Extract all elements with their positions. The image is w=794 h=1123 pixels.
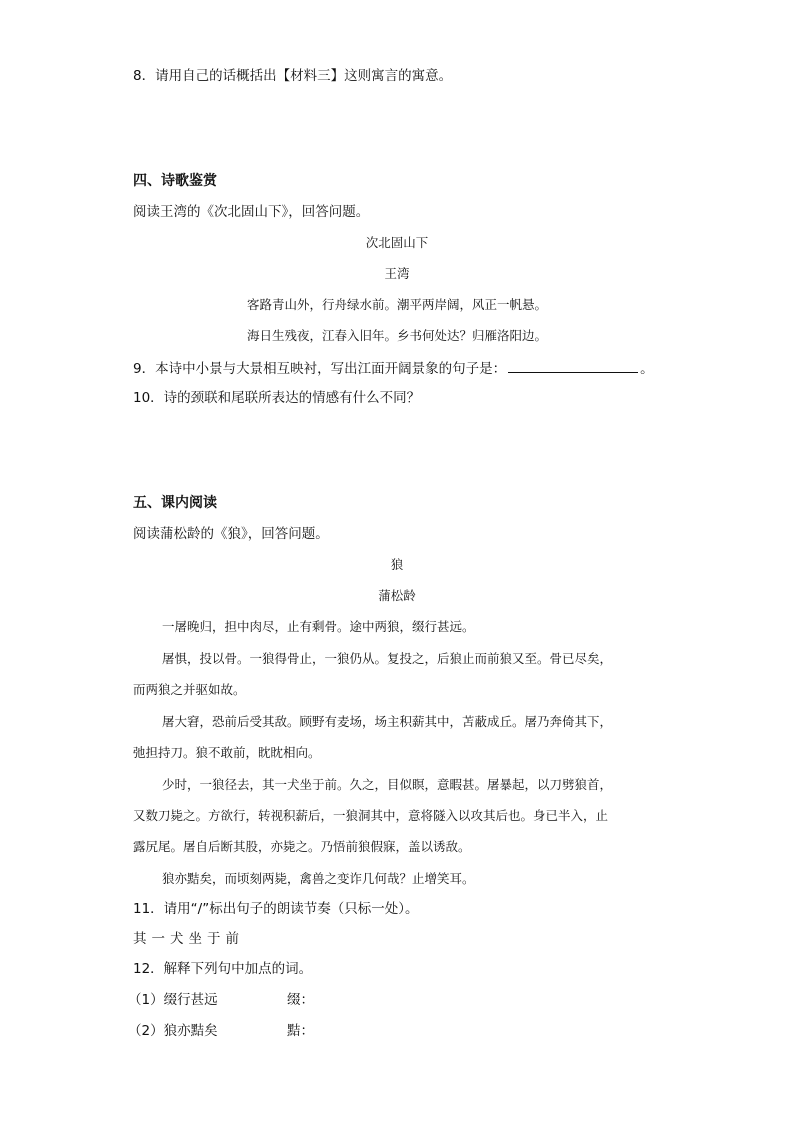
paragraph-2-line-2: 而两狼之并驱如故。 <box>133 682 246 697</box>
q12-item-2-label: 黠： <box>287 1023 314 1039</box>
text-author: 蒲松龄 <box>378 588 416 603</box>
question-12: 12．解释下列句中加点的词。 <box>133 961 313 977</box>
q12-item-1-label: 缀： <box>287 992 314 1008</box>
q12-item-2: （2）狼亦黠矣 <box>128 1023 218 1039</box>
paragraph-2-line-1: 屠惧，投以骨。一狼得骨止，一狼仍从。复投之，后狼止而前狼又至。骨已尽矣， <box>162 651 613 666</box>
paragraph-3-line-1: 屠大窘，恐前后受其敌。顾野有麦场，场主积薪其中，苫蔽成丘。屠乃奔倚其下， <box>162 714 613 729</box>
poem-line-1: 客路青山外，行舟绿水前。潮平两岸阔，风正一帆悬。 <box>246 297 547 312</box>
poem-title: 次北固山下 <box>365 235 429 250</box>
section-5-heading: 五、课内阅读 <box>133 495 217 511</box>
question-9-end: 。 <box>640 361 654 377</box>
section-4-intro: 阅读王湾的《次北固山下》，回答问题。 <box>133 204 370 220</box>
q12-item-1: （1）缀行甚远 <box>128 992 218 1008</box>
question-11-sentence: 其一犬坐于前 <box>133 931 244 947</box>
paragraph-4-line-2: 又数刀毙之。方欲行，转视积薪后，一狼洞其中，意将隧入以攻其后也。身已半入，止 <box>133 808 609 823</box>
paragraph-4-line-1: 少时，一狼径去，其一犬坐于前。久之，目似瞑，意暇甚。屠暴起，以刀劈狼首， <box>162 777 613 792</box>
text-title: 狼 <box>390 557 404 572</box>
poem-author: 王湾 <box>384 266 410 281</box>
section-5-intro: 阅读蒲松龄的《狼》，回答问题。 <box>133 526 329 542</box>
section-4-heading: 四、诗歌鉴赏 <box>133 173 217 189</box>
paragraph-5: 狼亦黠矣，而顷刻两毙，禽兽之变诈几何哉？止增笑耳。 <box>162 871 475 886</box>
paragraph-1: 一屠晚归，担中肉尽，止有剩骨。途中两狼，缀行甚远。 <box>162 619 475 634</box>
question-10: 10．诗的颈联和尾联所表达的情感有什么不同？ <box>133 390 421 406</box>
question-8: 8．请用自己的话概括出【材料三】这则寓言的寓意。 <box>133 68 453 84</box>
paragraph-3-line-2: 弛担持刀。狼不敢前，眈眈相向。 <box>133 745 321 760</box>
question-9-text: 9．本诗中小景与大景相互映衬，写出江面开阔景象的句子是： <box>133 361 507 377</box>
paragraph-4-line-3: 露尻尾。屠自后断其股，亦毙之。乃悟前狼假寐，盖以诱敌。 <box>133 839 471 854</box>
question-9 <box>133 359 654 379</box>
poem-line-2: 海日生残夜，江春入旧年。乡书何处达？归雁洛阳边。 <box>246 328 547 343</box>
question-11: 11．请用“/”标出句子的朗读节奏（只标一处）。 <box>133 901 419 917</box>
answer-blank[interactable] <box>508 360 638 373</box>
